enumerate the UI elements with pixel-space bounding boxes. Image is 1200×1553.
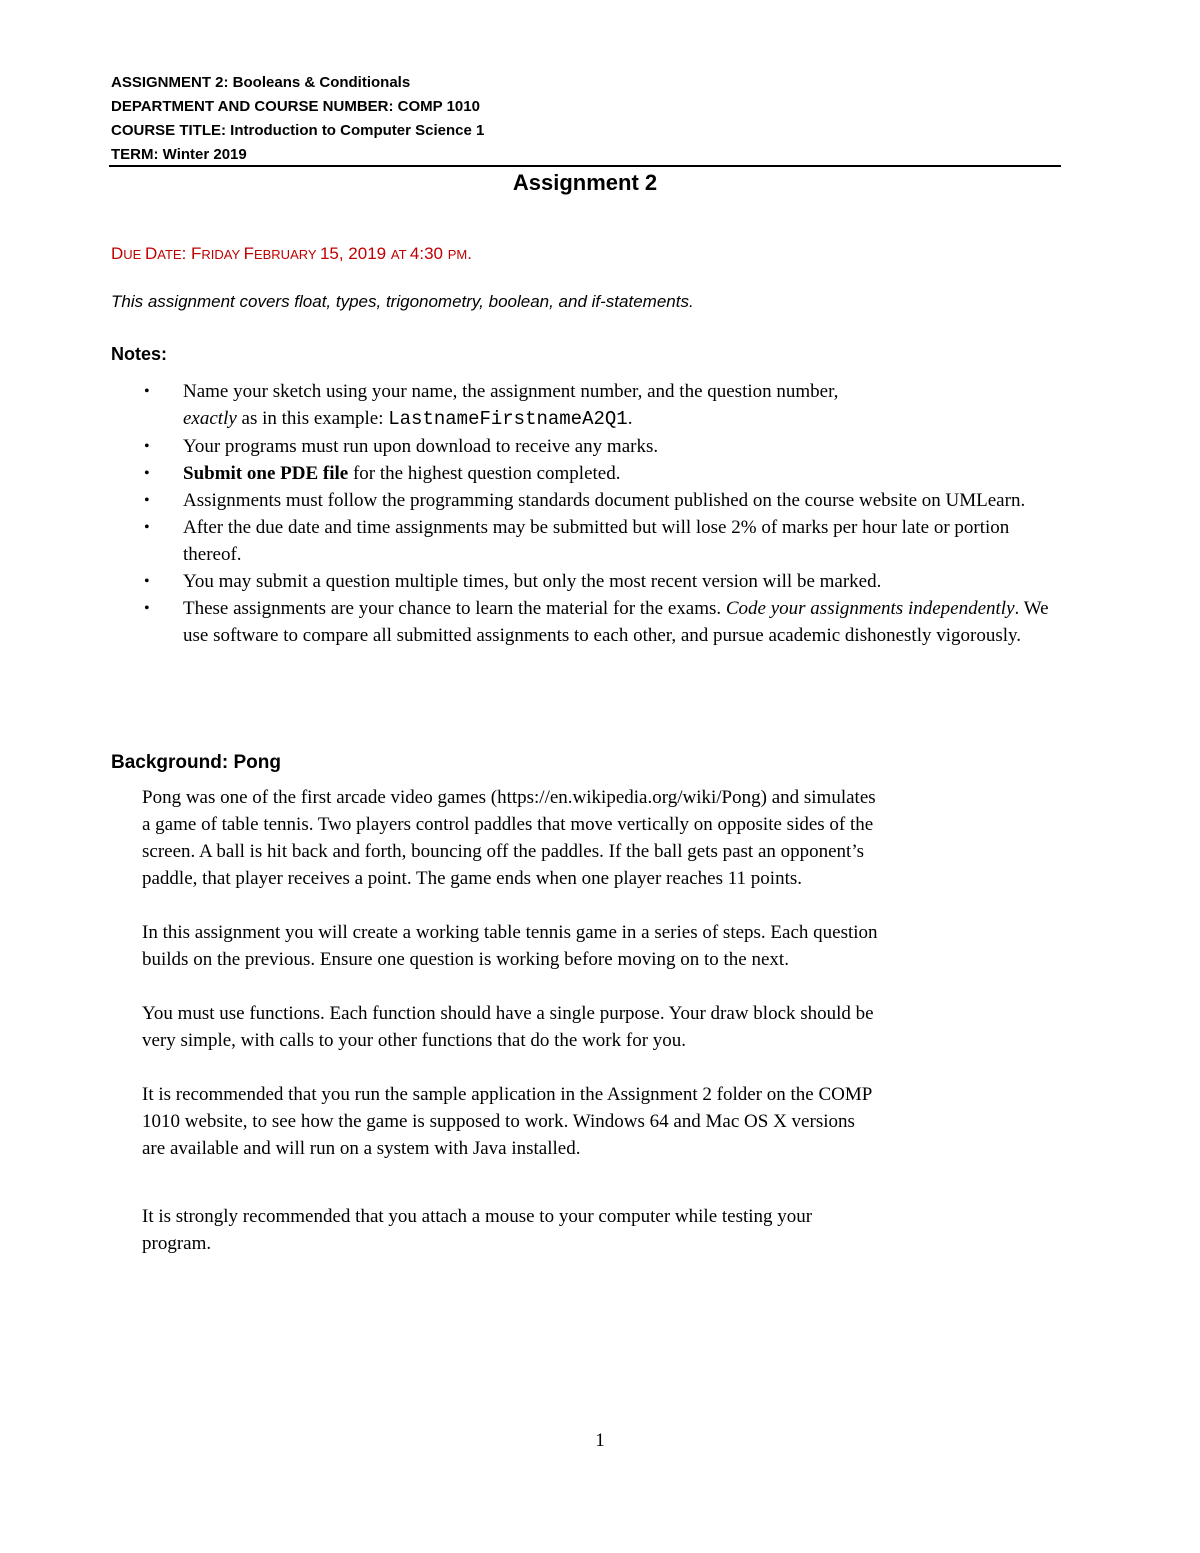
document-header <box>111 71 1061 167</box>
due-date-part: ATE <box>157 247 182 262</box>
due-date-part: EBRUARY <box>253 247 320 262</box>
bullet-icon: • <box>144 383 150 400</box>
due-date-part: . <box>467 244 472 263</box>
header-assignment-label: ASSIGNMENT 2: <box>111 74 229 91</box>
background-paragraph <box>142 1081 1072 1162</box>
header-department <box>111 95 1061 119</box>
paragraph-line: Pong was one of the first arcade video games (https://en.wikipedia.org/wiki/Pong) and simulates <box>142 787 876 808</box>
header-divider <box>109 165 1061 167</box>
paragraph-line: very simple, with calls to your other functions that do the work for you. <box>142 1030 687 1051</box>
due-date-part: UE <box>123 247 145 262</box>
background-paragraph <box>142 1203 1072 1257</box>
bullet-icon: • <box>144 465 150 482</box>
intro-text: This assignment covers float, types, trigonometry, boolean, and if-statements. <box>111 292 694 311</box>
due-date-part: PM <box>447 247 468 262</box>
note-emphasis: exactly <box>183 408 237 429</box>
background-paragraph <box>142 784 1072 892</box>
due-date-part: 15, 2019 <box>319 244 391 263</box>
paragraph-line: screen. A ball is hit back and forth, bouncing off the paddles. If the ball gets past an opponent’s <box>142 841 865 862</box>
bullet-icon: • <box>144 573 150 590</box>
note-text: You may submit a question multiple times, but only the most recent version will be marked. <box>183 571 882 592</box>
due-date-part: : <box>181 244 192 263</box>
page-number: 1 <box>595 1430 605 1451</box>
header-term-label: TERM: <box>111 146 159 163</box>
list-item <box>144 595 1064 649</box>
paragraph-line: program. <box>142 1233 212 1254</box>
note-text: . <box>627 408 633 429</box>
background-heading: Background: Pong <box>111 752 281 773</box>
note-text: Name your sketch using your name, the assignment number, and the question number, <box>183 381 839 402</box>
paragraph-line: In this assignment you will create a working table tennis game in a series of steps. Each question <box>142 922 878 943</box>
due-date-part: F <box>243 244 254 263</box>
due-date-part: F <box>191 244 202 263</box>
notes-list <box>144 378 1064 649</box>
header-department-value: COMP 1010 <box>393 98 480 115</box>
note-text: . We use software to compare all submitted assignments to each other, and pursue academic dishonestly vigorously. <box>183 598 1049 646</box>
paragraph-line: It is strongly recommended that you attach a mouse to your computer while testing your <box>142 1206 813 1227</box>
note-text: Assignments must follow the programming standards document published on the course website on UMLearn. <box>183 490 1026 511</box>
list-item <box>144 568 1064 595</box>
header-assignment-value: Booleans & Conditionals <box>228 74 411 91</box>
header-course-title-label: COURSE TITLE: <box>111 122 226 139</box>
list-item <box>144 460 1064 487</box>
note-text: as in this example: <box>236 408 389 429</box>
header-course-title <box>111 119 1061 143</box>
header-course-title-value: Introduction to Computer Science 1 <box>226 122 485 139</box>
paragraph-line: are available and will run on a system with Java installed. <box>142 1138 581 1159</box>
due-date-part: RIDAY <box>201 247 244 262</box>
paragraph-line: You must use functions. Each function should have a single purpose. Your draw block should be <box>142 1003 874 1024</box>
header-term-value: Winter 2019 <box>158 146 247 163</box>
bullet-icon: • <box>144 519 150 536</box>
paragraph-line: a game of table tennis. Two players control paddles that move vertically on opposite sides of the <box>142 814 874 835</box>
due-date-part: 4:30 <box>409 244 448 263</box>
header-assignment <box>111 71 1061 95</box>
note-emphasis: Code your assignments independently <box>725 598 1015 619</box>
note-strong: Submit one PDE file <box>183 463 349 484</box>
due-date-part: D <box>111 244 124 263</box>
bullet-icon: • <box>144 600 150 617</box>
note-text: After the due date and time assignments may be submitted but will lose 2% of marks per hour late or portion thereof. <box>183 517 1010 565</box>
due-date-part: AT <box>390 247 410 262</box>
header-department-label: DEPARTMENT AND COURSE NUMBER: <box>111 98 394 115</box>
bullet-icon: • <box>144 438 150 455</box>
note-text: These assignments are your chance to learn the material for the exams. <box>183 598 726 619</box>
due-date-part: D <box>144 244 158 263</box>
background-paragraph <box>142 1000 1072 1054</box>
due-date <box>111 244 472 264</box>
list-item <box>144 433 1064 460</box>
paragraph-line: paddle, that player receives a point. The game ends when one player reaches 11 points. <box>142 868 803 889</box>
note-text: Your programs must run upon download to receive any marks. <box>183 436 659 457</box>
list-item <box>144 378 1064 433</box>
page-title: Assignment 2 <box>512 170 658 195</box>
note-text: for the highest question completed. <box>348 463 621 484</box>
background-paragraph <box>142 919 1072 973</box>
note-code: LastnameFirstnameA2Q1 <box>388 408 628 430</box>
paragraph-line: builds on the previous. Ensure one question is working before moving on to the next. <box>142 949 789 970</box>
paragraph-line: 1010 website, to see how the game is supposed to work. Windows 64 and Mac OS X versions <box>142 1111 855 1132</box>
header-term <box>111 143 1061 167</box>
bullet-icon: • <box>144 492 150 509</box>
list-item <box>144 487 1064 514</box>
list-item <box>144 514 1064 568</box>
paragraph-line: It is recommended that you run the sample application in the Assignment 2 folder on the COMP <box>142 1084 873 1105</box>
notes-heading: Notes: <box>111 344 168 364</box>
